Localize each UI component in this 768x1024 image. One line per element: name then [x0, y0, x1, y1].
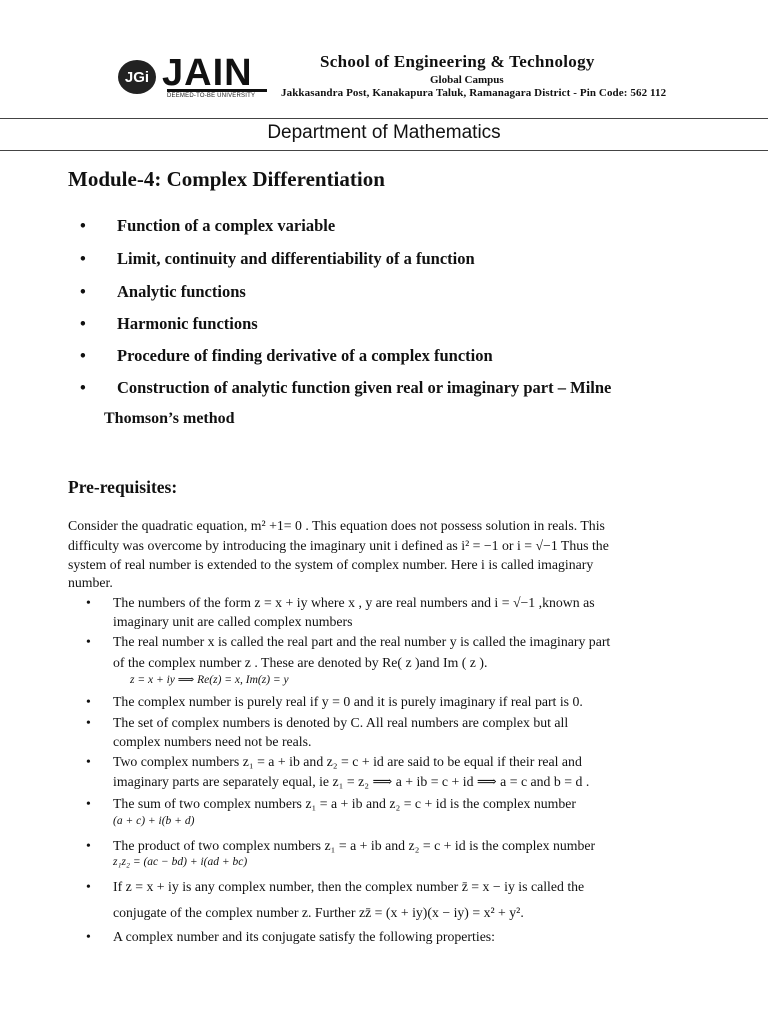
bullet-icon: • [86, 715, 91, 730]
topic-item: • Function of a complex variable [80, 216, 336, 235]
equation: z = x + iy ⟹ Re(z) = x, Im(z) = y [130, 674, 289, 686]
list-item: • The product of two complex numbers z₁ = a + ib and z₂ = c + id is the complex number [86, 836, 666, 856]
department-title: Department of Mathematics [267, 122, 501, 143]
list-item: • The sum of two complex numbers z₁ = a + ib and z₂ = c + id is the complex number [86, 794, 666, 814]
list-item: • A complex number and its conjugate satisfy the following properties: [86, 927, 666, 947]
bullet-icon: • [86, 754, 91, 769]
topic-item: • Analytic functions [80, 282, 246, 301]
school-name: School of Engineering & Technology [320, 52, 595, 71]
header-divider-bottom [0, 150, 768, 151]
intro-line: number. [68, 575, 113, 590]
list-item-continuation: imaginary unit are called complex numbers [113, 614, 353, 629]
list-item-continuation: complex numbers need not be reals. [113, 734, 312, 749]
list-item: • Two complex numbers z₁ = a + ib and z₂ = c + id are said to be equal if their real and [86, 752, 666, 772]
list-item: • The complex number is purely real if y = 0 and it is purely imaginary if real part is 0. [86, 692, 666, 712]
list-item-continuation: of the complex number z . These are denoted by Re( z )and Im ( z ). [113, 655, 488, 670]
address: Jakkasandra Post, Kanakapura Taluk, Ramanagara District - Pin Code: 562 112 [281, 87, 667, 99]
list-item: • The numbers of the form z = x + iy where x , y are real numbers and i = √−1 ,known as [86, 593, 666, 613]
topic-item: • Procedure of finding derivative of a complex function [80, 346, 493, 365]
header-divider-top [0, 118, 768, 119]
prereq-heading: Pre-requisites: [68, 477, 178, 497]
intro-line: Consider the quadratic equation, m² +1= 0 . This equation does not possess solution in reals. This [68, 518, 605, 533]
jgi-logo: JGi [118, 60, 156, 94]
bullet-icon: • [86, 694, 91, 709]
jain-logo-text: JAIN [162, 52, 253, 94]
intro-line: system of real number is extended to the system of complex number. Here i is called imaginary [68, 557, 594, 572]
topic-item: • Harmonic functions [80, 314, 258, 333]
bullet-icon: • [86, 595, 91, 610]
topic-item: • Limit, continuity and differentiability of a function [80, 249, 475, 268]
bullet-icon: • [86, 796, 91, 811]
logo-tagline: DEEMED-TO-BE UNIVERSITY [167, 89, 267, 99]
list-item-continuation: imaginary parts are separately equal, ie z₁ = z₂ ⟹ a + ib = c + id ⟹ a = c and b = d . [113, 774, 590, 789]
campus-name: Global Campus [430, 74, 504, 86]
equation: (a + c) + i(b + d) [113, 815, 195, 827]
bullet-icon: • [86, 634, 91, 649]
module-title: Module-4: Complex Differentiation [68, 167, 385, 191]
equation: z₁z₂ = (ac − bd) + i(ad + bc) [113, 856, 248, 868]
topic-item: • Construction of analytic function given real or imaginary part – Milne [80, 378, 612, 397]
bullet-icon: • [86, 879, 91, 894]
list-item: • The real number x is called the real part and the real number y is called the imaginary part [86, 632, 666, 652]
list-item: • If z = x + iy is any complex number, then the complex number z̄ = x − iy is called the [86, 877, 666, 897]
bullet-icon: • [86, 929, 91, 944]
topic-continuation: Thomson’s method [104, 410, 235, 427]
bullet-icon: • [86, 838, 91, 853]
intro-line: difficulty was overcome by introducing the imaginary unit i defined as i² = −1 or i = √−1 Thus the [68, 538, 609, 553]
list-item: • The set of complex numbers is denoted by C. All real numbers are complex but all [86, 713, 666, 733]
list-item-continuation: conjugate of the complex number z. Further zz̄ = (x + iy)(x − iy) = x² + y². [113, 905, 524, 920]
